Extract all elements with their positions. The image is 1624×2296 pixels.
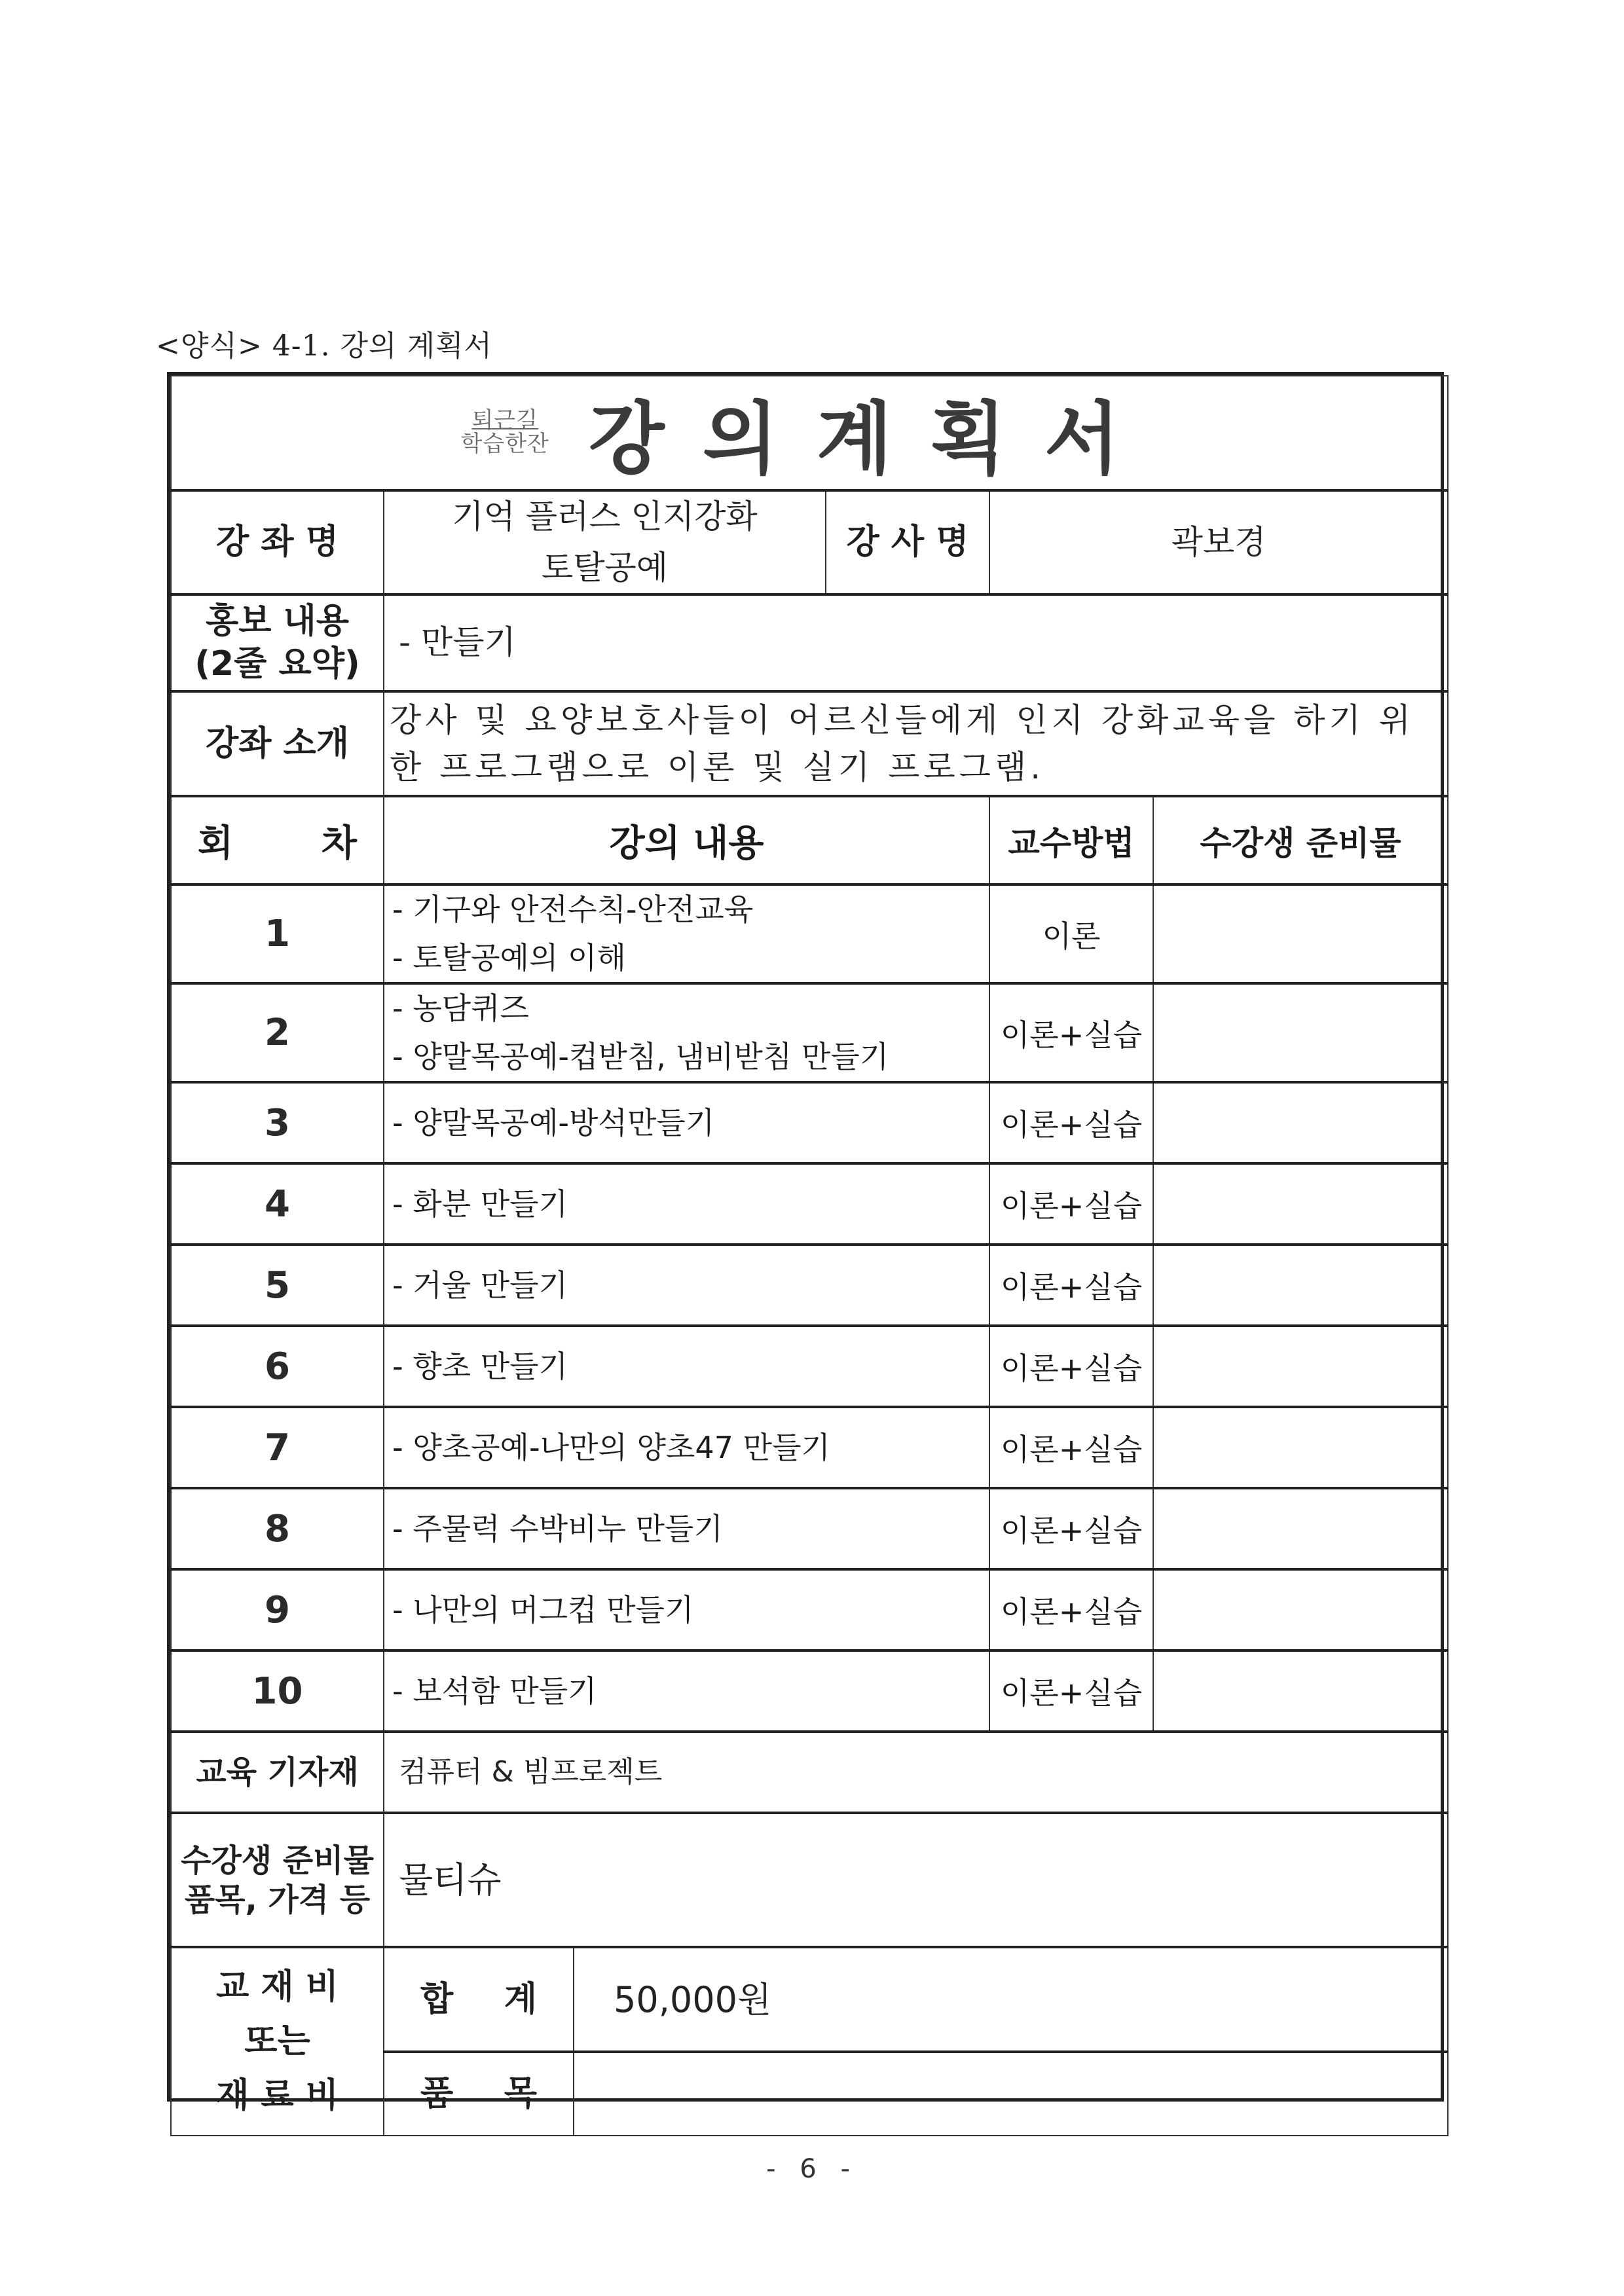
table-row bbox=[171, 1488, 1448, 1569]
page-number: - 6 - bbox=[766, 2154, 858, 2184]
session-header-a: 회 bbox=[198, 822, 234, 865]
cost-label-line-3: 재 료 비 bbox=[216, 2076, 339, 2116]
session-number: 7 bbox=[171, 1407, 384, 1488]
session-number: 2 bbox=[171, 983, 384, 1082]
session-materials bbox=[1153, 1245, 1448, 1326]
table-row bbox=[171, 1650, 1448, 1732]
session-method: 이론+실습 bbox=[989, 983, 1153, 1082]
lecture-plan-table bbox=[170, 375, 1449, 2136]
course-name-line-1: 기억 플러스 인지강화 bbox=[452, 498, 758, 536]
session-materials bbox=[1153, 1488, 1448, 1569]
session-method: 이론+실습 bbox=[989, 1163, 1153, 1245]
intro-label: 강좌 소개 bbox=[171, 691, 384, 796]
course-name-line-2: 토탈공예 bbox=[541, 548, 669, 587]
session-content: - 거울 만들기 bbox=[384, 1245, 989, 1326]
session-number: 3 bbox=[171, 1082, 384, 1163]
student-prep-label bbox=[171, 1813, 384, 1947]
table-row bbox=[171, 1407, 1448, 1488]
session-method: 이론+실습 bbox=[989, 1245, 1153, 1326]
equipment-label: 교육 기자재 bbox=[171, 1732, 384, 1813]
session-number: 4 bbox=[171, 1163, 384, 1245]
promo-label-line-1: 홍보 내용 bbox=[205, 602, 350, 641]
session-content bbox=[384, 983, 989, 1082]
table-row bbox=[171, 1569, 1448, 1650]
intro-text: 강사 및 요양보호사들이 어르신들에게 인지 강화교육을 하기 위한 프로그램으로 이론 및 실기 프로그램. bbox=[384, 691, 1448, 796]
title-row bbox=[171, 376, 1448, 490]
session-number: 8 bbox=[171, 1488, 384, 1569]
session-materials bbox=[1153, 1082, 1448, 1163]
session-materials bbox=[1153, 1569, 1448, 1650]
session-header-b: 차 bbox=[321, 822, 357, 865]
total-label-b: 계 bbox=[504, 1979, 537, 2019]
session-content: - 나만의 머그컵 만들기 bbox=[384, 1569, 989, 1650]
content-line: - 양말목공예-컵받침, 냄비받침 만들기 bbox=[392, 1038, 889, 1074]
table-row bbox=[171, 1245, 1448, 1326]
content-header: 강의 내용 bbox=[384, 796, 989, 884]
session-materials bbox=[1153, 983, 1448, 1082]
session-method: 이론+실습 bbox=[989, 1407, 1153, 1488]
session-number: 6 bbox=[171, 1326, 384, 1407]
session-content: - 향초 만들기 bbox=[384, 1326, 989, 1407]
table-row bbox=[171, 1326, 1448, 1407]
form-caption: <양식> 4-1. 강의 계획서 bbox=[156, 329, 493, 363]
session-materials bbox=[1153, 1650, 1448, 1732]
table-row bbox=[171, 1163, 1448, 1245]
session-number: 5 bbox=[171, 1245, 384, 1326]
items-value bbox=[574, 2052, 1448, 2136]
session-number: 1 bbox=[171, 884, 384, 983]
course-name-label: 강 좌 명 bbox=[171, 490, 384, 594]
page-title: 강의계획서 bbox=[588, 394, 1158, 485]
session-materials bbox=[1153, 1163, 1448, 1245]
items-label-a: 품 bbox=[420, 2074, 454, 2114]
equipment-value: 컴퓨터 & 빔프로젝트 bbox=[384, 1732, 1448, 1813]
total-label bbox=[384, 1947, 574, 2052]
items-label bbox=[384, 2052, 574, 2136]
content-line: - 기구와 안전수칙-안전교육 bbox=[392, 892, 754, 927]
session-content: - 보석함 만들기 bbox=[384, 1650, 989, 1732]
table-row bbox=[171, 983, 1448, 1082]
promo-label bbox=[171, 594, 384, 691]
table-row bbox=[171, 884, 1448, 983]
instructor-name: 곽보경 bbox=[989, 490, 1448, 594]
cost-label-line-1: 교 재 비 bbox=[216, 1967, 339, 2007]
course-name-value bbox=[384, 490, 826, 594]
session-content: - 주물럭 수박비누 만들기 bbox=[384, 1488, 989, 1569]
session-materials bbox=[1153, 1326, 1448, 1407]
session-number: 9 bbox=[171, 1569, 384, 1650]
lecture-plan-form bbox=[167, 372, 1444, 2116]
student-prep-label-line-1: 수강생 준비물 bbox=[181, 1842, 374, 1879]
content-line: - 농담퀴즈 bbox=[392, 991, 529, 1027]
session-method: 이론+실습 bbox=[989, 1650, 1153, 1732]
session-method: 이론+실습 bbox=[989, 1488, 1153, 1569]
promo-label-line-2: (2줄 요약) bbox=[194, 644, 360, 683]
session-method: 이론+실습 bbox=[989, 1082, 1153, 1163]
session-number: 10 bbox=[171, 1650, 384, 1732]
table-row bbox=[171, 1082, 1448, 1163]
materials-header: 수강생 준비물 bbox=[1153, 796, 1448, 884]
session-content: - 화분 만들기 bbox=[384, 1163, 989, 1245]
session-content: - 양초공예-나만의 양초47 만들기 bbox=[384, 1407, 989, 1488]
session-materials bbox=[1153, 884, 1448, 983]
method-header: 교수방법 bbox=[989, 796, 1153, 884]
total-label-a: 합 bbox=[420, 1979, 454, 2019]
session-materials bbox=[1153, 1407, 1448, 1488]
student-prep-label-line-2: 품목, 가격 등 bbox=[184, 1881, 371, 1918]
brand-logo bbox=[461, 409, 549, 456]
logo-line-2: 학습한잔 bbox=[460, 431, 549, 457]
total-value: 50,000원 bbox=[574, 1947, 1448, 2052]
instructor-label: 강 사 명 bbox=[826, 490, 989, 594]
items-label-b: 목 bbox=[504, 2074, 537, 2114]
session-content: - 양말목공예-방석만들기 bbox=[384, 1082, 989, 1163]
content-line: - 토탈공예의 이해 bbox=[392, 939, 626, 975]
session-method: 이론+실습 bbox=[989, 1569, 1153, 1650]
session-method: 이론 bbox=[989, 884, 1153, 983]
session-header bbox=[171, 796, 384, 884]
promo-text: - 만들기 bbox=[384, 594, 1448, 691]
cost-label-line-2: 또는 bbox=[244, 2022, 310, 2062]
student-prep-value: 물티슈 bbox=[384, 1813, 1448, 1947]
session-method: 이론+실습 bbox=[989, 1326, 1153, 1407]
cost-label bbox=[171, 1947, 384, 2136]
logo-line-1: 퇴근길 bbox=[471, 407, 538, 434]
session-content bbox=[384, 884, 989, 983]
